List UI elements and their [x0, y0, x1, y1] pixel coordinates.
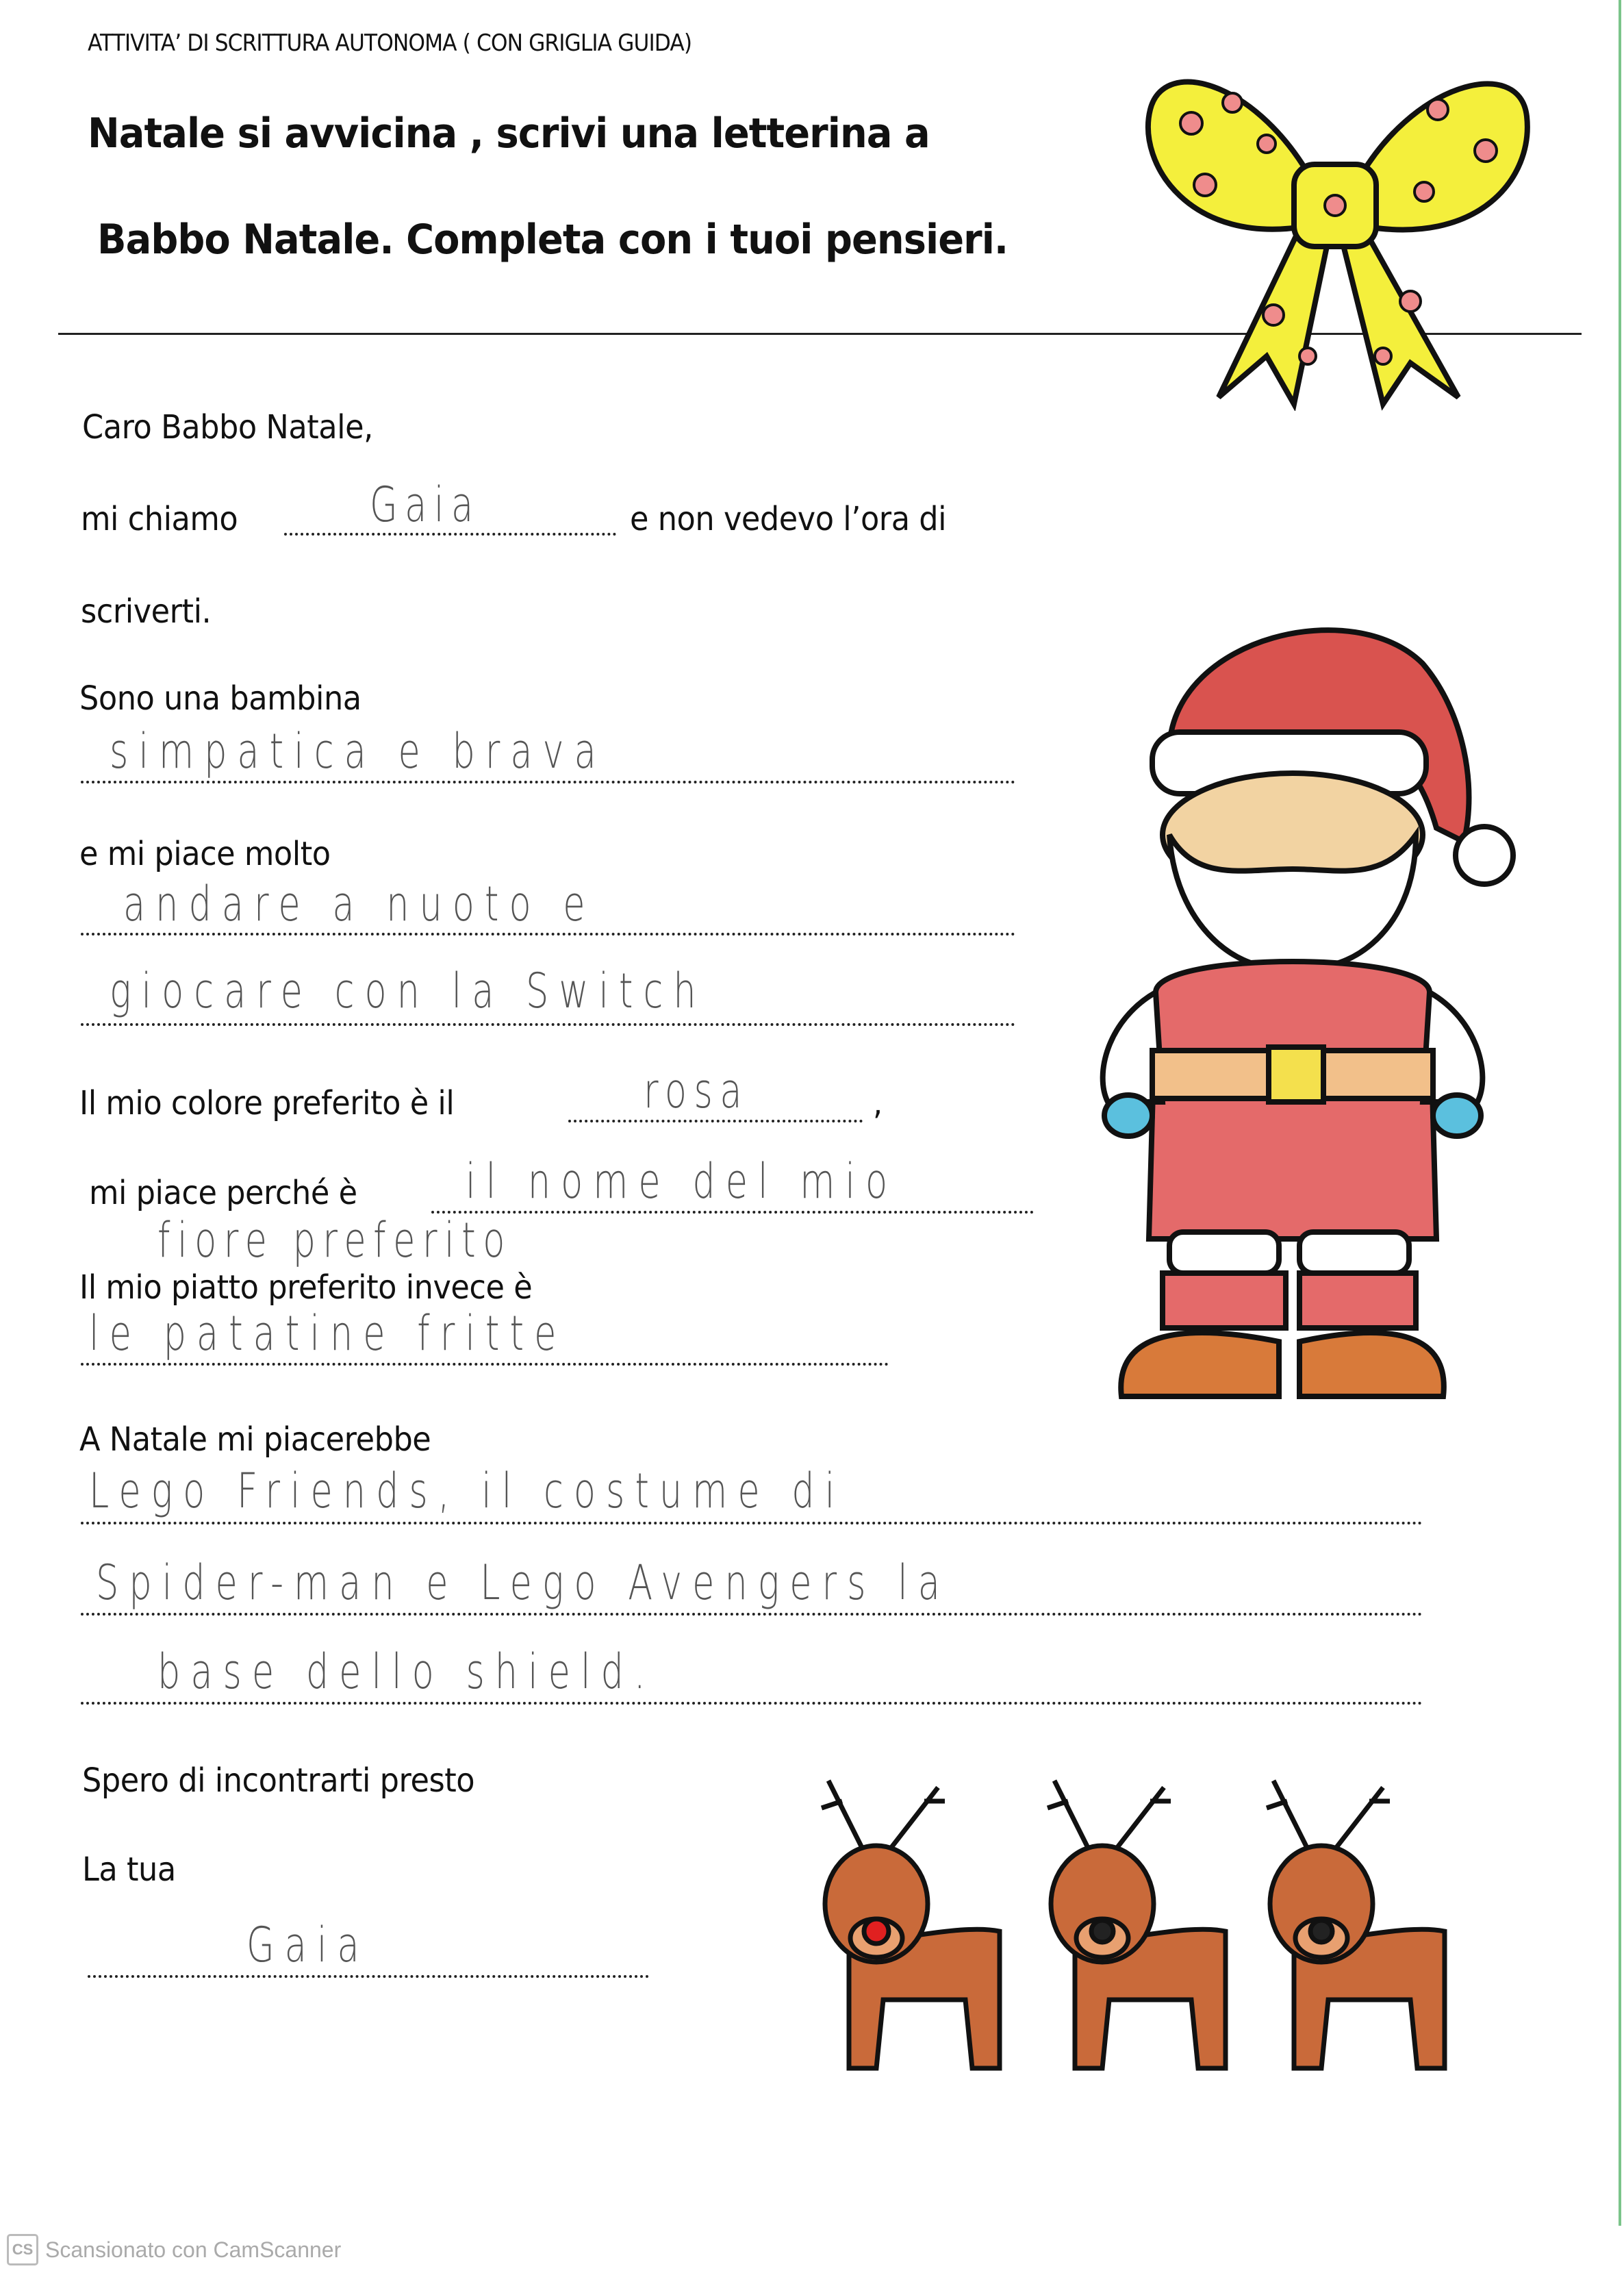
- scan-edge: [1619, 0, 1621, 2226]
- camscanner-footer: [7, 2234, 341, 2265]
- piace-blank-2[interactable]: [81, 1023, 1015, 1026]
- colore-suffix: ,: [873, 1084, 883, 1122]
- piatto-label: Il mio piatto preferito invece è: [79, 1268, 533, 1307]
- perche-label: mi piace perché è: [89, 1174, 357, 1212]
- camscanner-text: Scansionato con CamScanner: [45, 2237, 342, 2262]
- colore-label: Il mio colore preferito è il: [79, 1084, 455, 1122]
- greeting: Caro Babbo Natale,: [82, 408, 373, 447]
- natale-handwritten-1: Lego Friends, il costume di: [89, 1463, 846, 1519]
- piatto-blank[interactable]: [81, 1363, 889, 1366]
- title-line-2: Babbo Natale. Completa con i tuoi pensieri.: [97, 216, 1008, 264]
- perche-handwritten-2: fiore preferito: [157, 1212, 512, 1268]
- bambina-blank[interactable]: [81, 781, 1015, 783]
- perche-blank[interactable]: [431, 1211, 1034, 1214]
- piace-handwritten-1: andare a nuoto e: [123, 876, 596, 932]
- sign-handwritten: Gaia: [246, 1917, 370, 1973]
- closing: Spero di incontrarti presto: [82, 1761, 475, 1800]
- reindeer-2: [1048, 1781, 1226, 2068]
- natale-label: A Natale mi piacerebbe: [79, 1420, 431, 1459]
- colore-handwritten: rosa: [644, 1063, 750, 1119]
- natale-blank-2[interactable]: [81, 1613, 1423, 1616]
- bambina-handwritten: simpatica e brava: [110, 723, 607, 779]
- natale-blank-1[interactable]: [81, 1522, 1423, 1524]
- piace-label: e mi piace molto: [79, 835, 331, 873]
- reindeer-illustration: [787, 1774, 1479, 2102]
- piace-handwritten-2: giocare con la Switch: [110, 963, 707, 1019]
- name-handwritten: Gaia: [370, 477, 481, 533]
- name-suffix: e non vedevo l’ora di: [630, 500, 947, 538]
- reindeer-3: [1267, 1781, 1445, 2068]
- natale-handwritten-3: base dello shield.: [157, 1644, 656, 1700]
- colore-blank[interactable]: [568, 1120, 863, 1122]
- camscanner-logo-icon: CS: [7, 2234, 38, 2265]
- piatto-handwritten: le patatine fritte: [89, 1305, 567, 1361]
- line-scriverti: scriverti.: [81, 592, 212, 631]
- name-label: mi chiamo: [81, 500, 238, 538]
- sign-blank[interactable]: [88, 1975, 649, 1978]
- natale-handwritten-2: Spider-man e Lego Avengers la: [96, 1555, 950, 1611]
- sign-label: La tua: [82, 1850, 176, 1889]
- reindeer-1: [822, 1781, 1000, 2068]
- bow-illustration: [1137, 55, 1540, 411]
- piace-blank-1[interactable]: [81, 933, 1015, 935]
- bambina-label: Sono una bambina: [79, 679, 361, 718]
- activity-heading: ATTIVITA’ DI SCRITTURA AUTONOMA ( CON GRIGLIA GUIDA): [88, 29, 692, 57]
- natale-blank-3[interactable]: [81, 1702, 1423, 1705]
- name-blank[interactable]: [284, 533, 616, 536]
- perche-handwritten-1: il nome del mio: [466, 1153, 898, 1209]
- title-line-1: Natale si avvicina , scrivi una letterina a: [88, 110, 930, 158]
- santa-illustration: [1094, 609, 1539, 1417]
